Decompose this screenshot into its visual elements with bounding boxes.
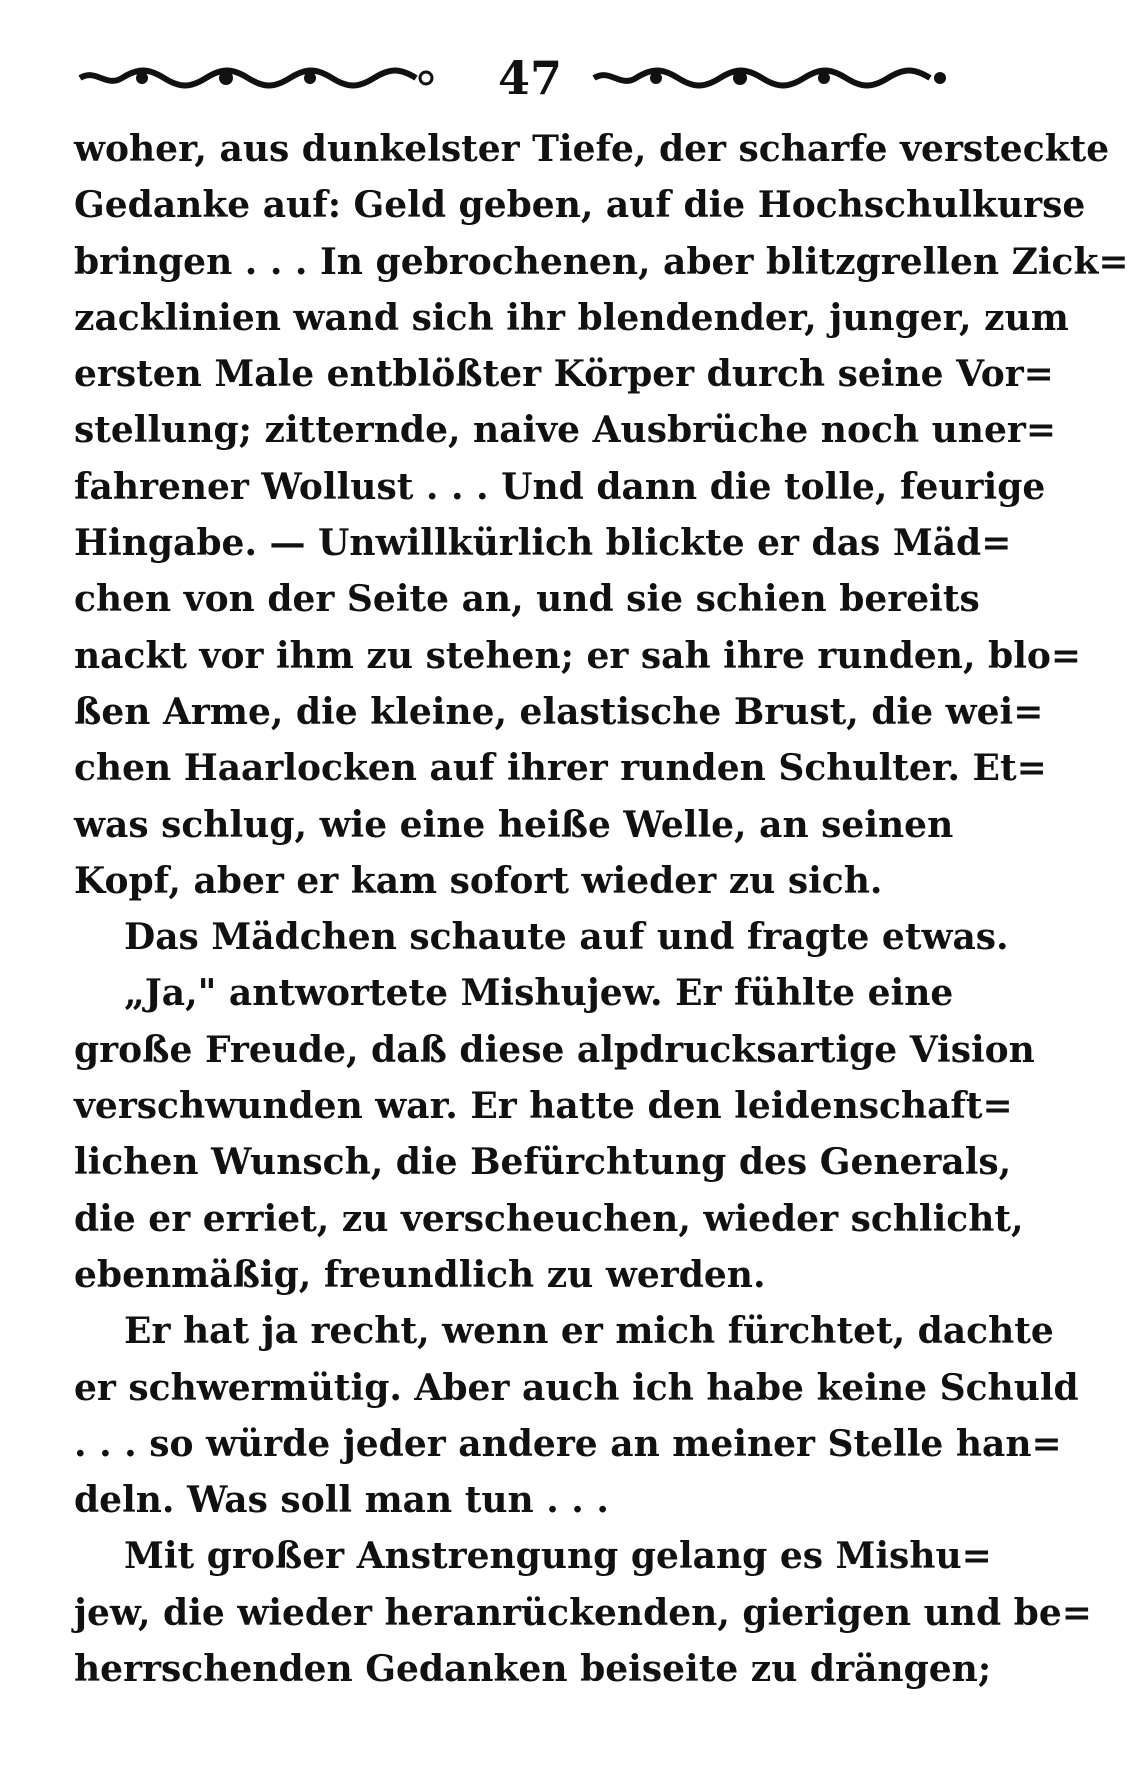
text-line: Hingabe. — Unwillkürlich blickte er das Mäd=	[74, 522, 1012, 565]
text-line: Kopf, aber er kam sofort wieder zu sich.	[74, 859, 883, 902]
text-line: verschwunden war. Er hatte den leidenschaft=	[74, 1085, 1013, 1128]
text-line: große Freude, daß diese alpdrucksartige Vision	[74, 1028, 1035, 1071]
text-line: er schwermütig. Aber auch ich habe keine Schuld	[74, 1366, 1079, 1409]
text-line: die er erriet, zu verscheuchen, wieder schlicht,	[74, 1197, 1024, 1240]
text-line: herrschenden Gedanken beiseite zu drängen;	[74, 1648, 992, 1691]
text-line: stellung; zitternde, naive Ausbrüche noch uner=	[74, 409, 1057, 452]
text-line: ßen Arme, die kleine, elastische Brust, die wei=	[74, 690, 1044, 733]
decorative-vine-ornament-icon	[590, 66, 950, 90]
decorative-vine-ornament-icon	[76, 66, 436, 90]
text-line: nackt vor ihm zu stehen; er sah ihre runden, blo=	[74, 634, 1082, 677]
text-line: deln. Was soll man tun . . .	[74, 1479, 609, 1522]
text-line: . . . so würde jeder andere an meiner Stelle han=	[74, 1422, 1062, 1465]
text-line: chen von der Seite an, und sie schien bereits	[74, 578, 980, 621]
text-line: zacklinien wand sich ihr blendender, junger, zum	[74, 296, 1069, 339]
text-line: ebenmäßig, freundlich zu werden.	[74, 1253, 766, 1296]
text-line: bringen . . . In gebrochenen, aber blitzgrellen Zick=	[74, 240, 1129, 283]
body-text	[74, 121, 1129, 1697]
text-line: Gedanke auf: Geld geben, auf die Hochschulkurse	[74, 184, 1086, 227]
text-line: „Ja," antwortete Mishujew. Er fühlte eine	[124, 972, 954, 1015]
text-line: lichen Wunsch, die Befürchtung des Generals,	[74, 1141, 1012, 1184]
text-line: fahrener Wollust . . . Und dann die tolle, feurige	[74, 465, 1046, 508]
text-line: Er hat ja recht, wenn er mich fürchtet, dachte	[124, 1310, 1054, 1353]
text-line: chen Haarlocken auf ihrer runden Schulter. Et=	[74, 747, 1047, 790]
text-line: jew, die wieder heranrückenden, gierigen und be=	[74, 1591, 1092, 1634]
text-line: Das Mädchen schaute auf und fragte etwas.	[124, 916, 1009, 959]
page-number: 47	[497, 51, 562, 105]
text-line: Mit großer Anstrengung gelang es Mishu=	[124, 1535, 992, 1578]
text-line: woher, aus dunkelster Tiefe, der scharfe versteckte	[74, 128, 1110, 170]
text-line: was schlug, wie eine heiße Welle, an seinen	[74, 803, 954, 846]
page-header	[70, 48, 950, 108]
text-line: ersten Male entblößter Körper durch seine Vor=	[74, 353, 1054, 396]
